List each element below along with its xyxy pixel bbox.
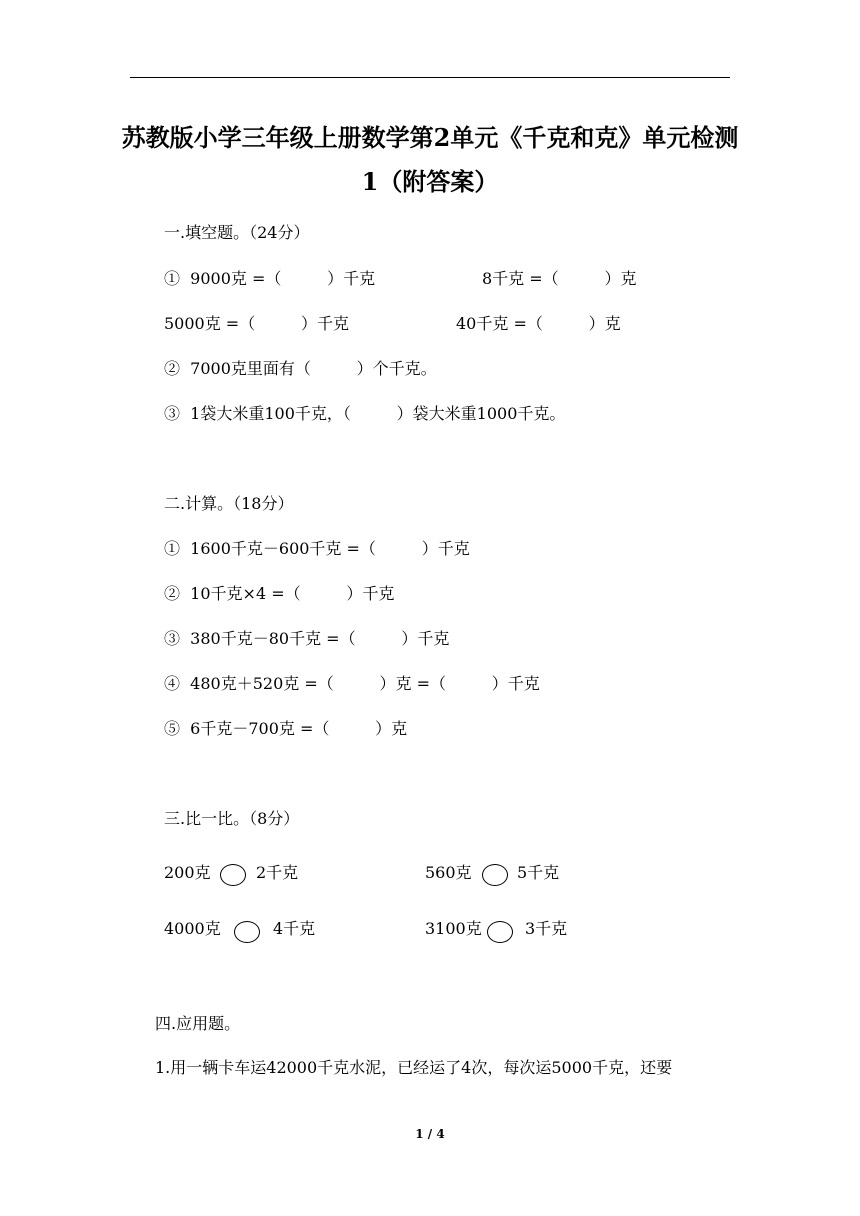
question-1a-right: 8千克 =（ ）克: [482, 269, 637, 288]
question-1b-right: 40千克 =（ ）克: [456, 314, 621, 333]
calc-question-4: ④ 480克＋520克 =（ ）克 =（ ）千克: [164, 674, 540, 693]
document-title-line-1: 苏教版小学三年级上册数学第2单元《千克和克》单元检测: [121, 123, 739, 152]
compare-circle-3: [234, 921, 260, 943]
compare-2-right: 5千克: [517, 863, 560, 882]
compare-1-left: 200克: [164, 863, 211, 882]
question-1a-left: ① 9000克 =（ ）千克: [164, 269, 376, 288]
question-1b-left: 5000克 =（ ）千克: [164, 314, 349, 333]
compare-2-left: 560克: [425, 863, 472, 882]
calc-question-5: ⑤ 6千克－700克 =（ ）克: [164, 719, 408, 738]
word-problem-1: 1.用一辆卡车运42000千克水泥，已经运了4次，每次运5000千克，还要: [155, 1058, 673, 1077]
section-4-heading: 四.应用题。: [155, 1014, 241, 1033]
compare-circle-4: [487, 921, 513, 943]
compare-4-left: 3100克: [425, 919, 482, 938]
compare-circle-1: [220, 864, 246, 886]
question-2: ② 7000克里面有（ ）个千克。: [164, 359, 437, 378]
section-2-heading: 二.计算。（18分）: [164, 494, 294, 513]
calc-question-3: ③ 380千克－80千克 =（ ）千克: [164, 629, 450, 648]
compare-circle-2: [482, 864, 508, 886]
compare-3-right: 4千克: [273, 919, 316, 938]
section-3-heading: 三.比一比。（8分）: [164, 809, 300, 828]
calc-question-2: ② 10千克×4 =（ ）千克: [164, 584, 395, 603]
compare-4-right: 3千克: [525, 919, 568, 938]
compare-3-left: 4000克: [164, 919, 221, 938]
section-1-heading: 一.填空题。（24分）: [164, 223, 310, 242]
question-3: ③ 1袋大米重100千克，（ ）袋大米重1000千克。: [164, 404, 566, 423]
document-title-line-2: 1（附答案）: [361, 167, 499, 196]
compare-1-right: 2千克: [256, 863, 299, 882]
header-rule: [130, 77, 730, 78]
calc-question-1: ① 1600千克－600千克 =（ ）千克: [164, 539, 470, 558]
page-number: 1 / 4: [415, 1127, 445, 1141]
